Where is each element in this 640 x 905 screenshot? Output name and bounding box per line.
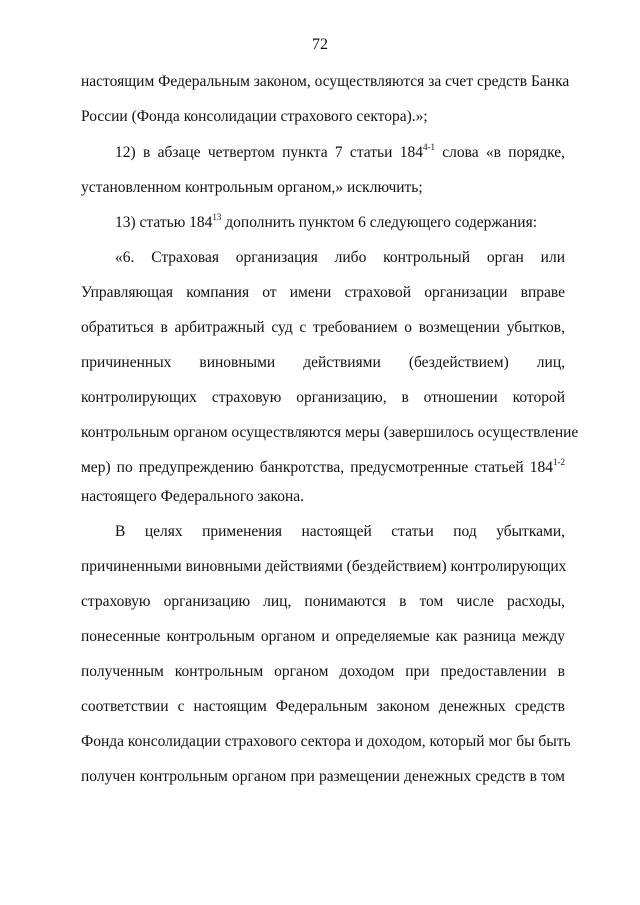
text-line: контрольным органом осуществляются меры (завершилось осуществление [81,424,579,441]
text-segment: мер) по предупреждению банкротства, предусмотренные статьей 184 [81,459,553,476]
text-line: Управляющая компания от имени страховой организации вправе [81,284,565,301]
superscript: 1-2 [553,457,565,467]
text-line: понесенные контрольным органом и определяемые как разница между [81,628,565,645]
text-segment: 13) статью 184 [115,214,213,231]
text-line: соответствии с настоящим Федеральным законом денежных средств [81,698,565,715]
text-line: страховую организацию лиц, понимаются в том числе расходы, [81,593,565,610]
text-line: обратиться в арбитражный суд с требованием о возмещении убытков, [81,319,565,336]
text-line [81,213,565,233]
text-line: настоящим Федеральным законом, осуществляются за счет средств Банка [81,73,570,90]
text-line: Фонда консолидации страхового сектора и доходом, который мог бы быть [81,733,571,750]
text-segment: 12) в абзаце четвертом пункта 7 статьи 184 [115,144,423,161]
text-line: причиненных виновными действиями (бездействием) лиц, [81,354,565,371]
text-line [81,143,565,163]
text-line: настоящего Федерального закона. [81,488,305,505]
superscript: 4-1 [422,142,435,152]
text-line: причиненными виновными действиями (бездействием) контролирующих [81,558,567,575]
text-segment: слова «в порядке, [434,144,565,161]
text-line: контролирующих страховую организацию, в отношении которой [81,389,565,406]
text-segment: дополнить пунктом 6 следующего содержания: [221,214,538,231]
text-line: «6. Страховая организация либо контрольный орган или [115,249,565,266]
text-line: получен контрольным органом при размещении денежных средств в том [81,768,565,785]
text-line: установленном контрольным органом,» исключить; [81,179,423,196]
text-line: В целях применения настоящей статьи под убытками, [115,523,565,540]
text-line: полученным контрольным органом доходом при предоставлении в [81,663,565,680]
text-line: России (Фонда консолидации страхового сектора).»; [81,108,428,125]
superscript: 13 [212,212,222,222]
text-line [81,458,565,478]
page-number: 72 [312,36,328,53]
